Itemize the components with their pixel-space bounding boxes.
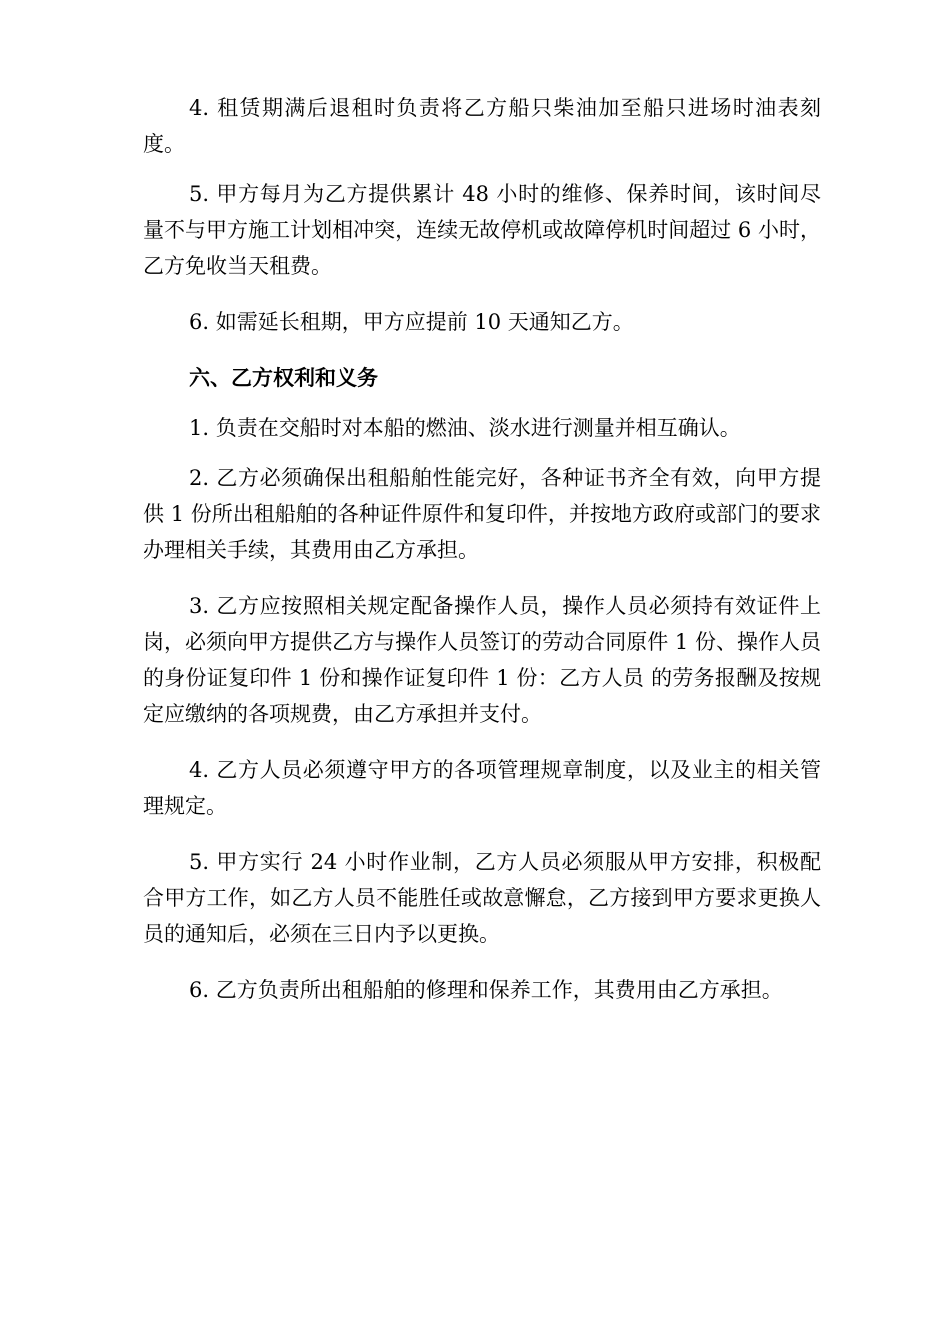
clause-6-2: 2. 乙方必须确保出租船舶性能完好，各种证书齐全有效，向甲方提供 1 份所出租船舶的各种证件原件和复印件，并按地方政府或部门的要求办理相关手续，其费用由乙方承担。 <box>143 466 821 562</box>
clause-5-4: 4. 租赁期满后退租时负责将乙方船只柴油加至船只进场时油表刻度。 <box>143 96 821 156</box>
clause-6-4: 4. 乙方人员必须遵守甲方的各项管理规章制度，以及业主的相关管理规定。 <box>143 758 821 818</box>
clause-5-6: 6. 如需延长租期，甲方应提前 10 天通知乙方。 <box>189 310 634 334</box>
clause-6-3: 3. 乙方应按照相关规定配备操作人员，操作人员必须持有效证件上岗，必须向甲方提供乙方与操作人员签订的劳动合同原件 1 份、操作人员的身份证复印件 1 份和操作证复印件 1 份：乙方人员 的劳务报酬及按规定应缴纳的各项规费，由乙方承担并支付。 <box>143 594 821 726</box>
clause-6-6: 6. 乙方负责所出租船舶的修理和保养工作，其费用由乙方承担。 <box>189 978 783 1002</box>
clause-5-5: 5. 甲方每月为乙方提供累计 48 小时的维修、保养时间，该时间尽量不与甲方施工计划相冲突，连续无故停机或故障停机时间超过 6 小时，乙方免收当天租费。 <box>143 182 821 278</box>
clause-6-5: 5. 甲方实行 24 小时作业制，乙方人员必须服从甲方安排，积极配合甲方工作，如乙方人员不能胜任或故意懈怠，乙方接到甲方要求更换人员的通知后，必须在三日内予以更换。 <box>143 850 821 946</box>
section-six-heading: 六、乙方权利和义务 <box>189 366 378 390</box>
document-body <box>143 90 821 1028</box>
clause-6-1: 1. 负责在交船时对本船的燃油、淡水进行测量并相互确认。 <box>189 416 741 440</box>
